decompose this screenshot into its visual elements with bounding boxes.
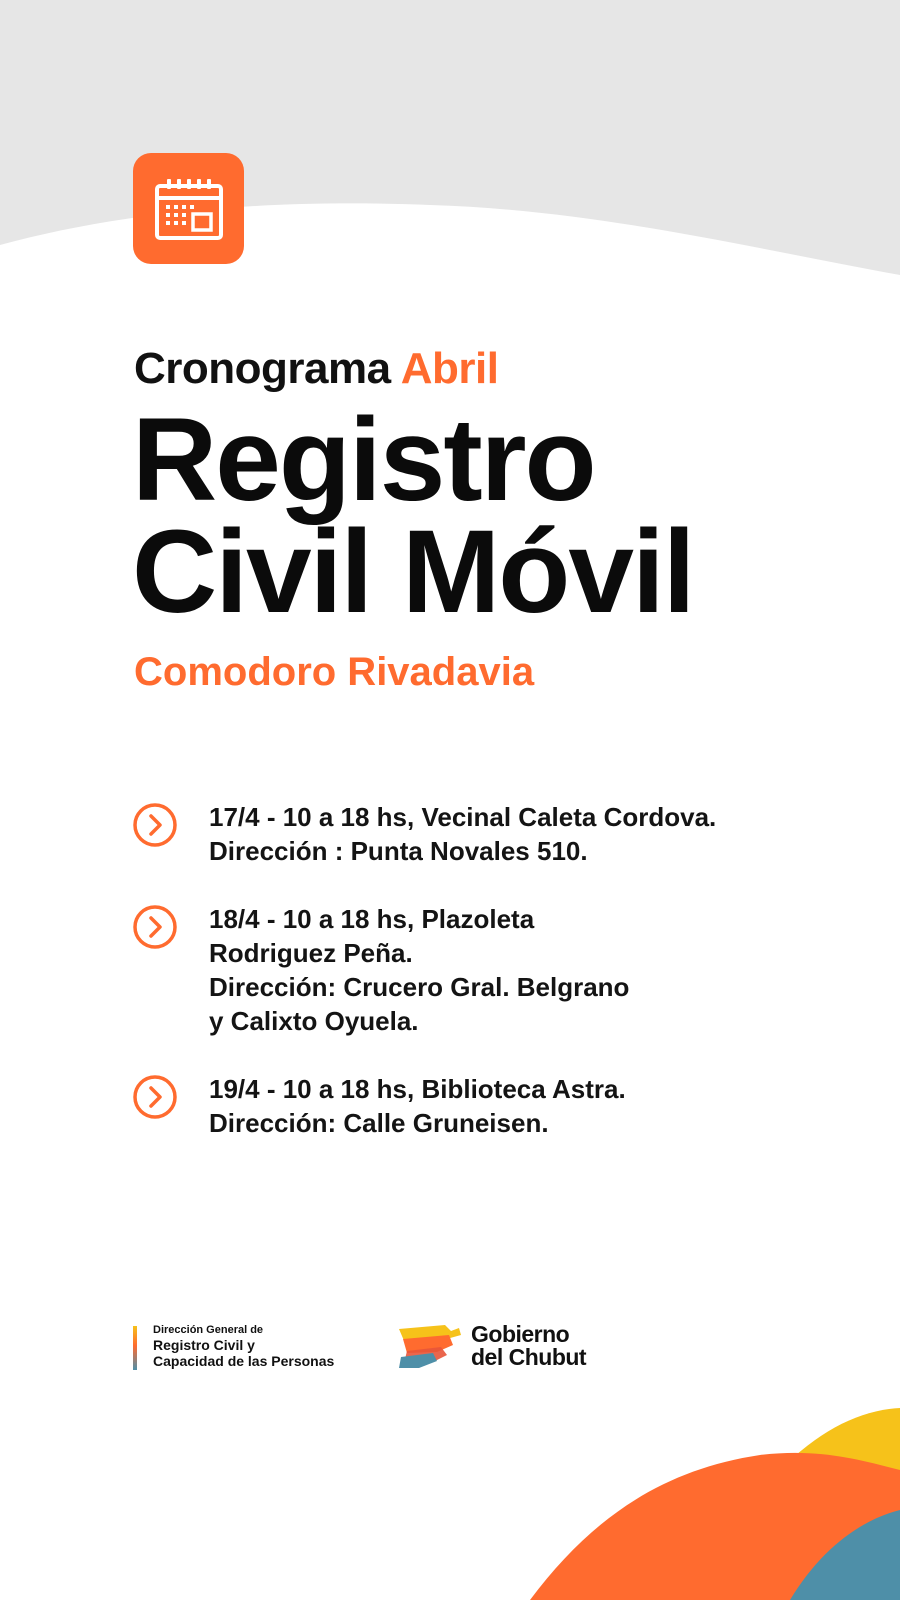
calendar-badge bbox=[133, 153, 244, 264]
registro-civil-text bbox=[153, 1324, 334, 1370]
schedule-kicker bbox=[134, 344, 498, 394]
corner-waves bbox=[0, 1400, 900, 1600]
schedule-line: 19/4 - 10 a 18 hs, Biblioteca Astra. bbox=[209, 1074, 626, 1104]
schedule-list bbox=[132, 800, 832, 1140]
registro-line-3: Capacidad de las Personas bbox=[153, 1353, 335, 1369]
schedule-item bbox=[132, 800, 832, 868]
calendar-icon bbox=[153, 176, 225, 242]
gobierno-line-2: del Chubut bbox=[471, 1344, 587, 1370]
title-line-2: Civil Móvil bbox=[132, 506, 694, 638]
schedule-line: Dirección : Punta Novales 510. bbox=[209, 836, 588, 866]
chevron-right-circle-icon bbox=[132, 802, 178, 848]
kicker-month: Abril bbox=[400, 344, 499, 393]
registro-line-1: Dirección General de bbox=[153, 1324, 264, 1336]
schedule-item bbox=[132, 1072, 832, 1140]
page-title bbox=[132, 394, 694, 638]
kicker-prefix: Cronograma bbox=[134, 344, 391, 393]
gobierno-chubut-text bbox=[471, 1323, 586, 1369]
schedule-item bbox=[132, 902, 832, 1038]
schedule-line: 17/4 - 10 a 18 hs, Vecinal Caleta Cordova. bbox=[209, 802, 717, 832]
schedule-line: Rodriguez Peña. bbox=[209, 938, 413, 968]
chevron-right-circle-icon bbox=[132, 904, 178, 950]
registro-civil-logo bbox=[133, 1324, 334, 1370]
chubut-map-icon bbox=[397, 1323, 463, 1369]
gobierno-line-1: Gobierno bbox=[471, 1321, 570, 1347]
city-subtitle: Comodoro Rivadavia bbox=[134, 650, 535, 694]
chevron-right-circle-icon bbox=[132, 1074, 178, 1120]
schedule-line: Dirección: Calle Gruneisen. bbox=[209, 1108, 549, 1138]
registro-line-2: Registro Civil y bbox=[153, 1337, 255, 1353]
schedule-line: 18/4 - 10 a 18 hs, Plazoleta bbox=[209, 904, 535, 934]
schedule-line: y Calixto Oyuela. bbox=[209, 1006, 419, 1036]
gobierno-chubut-logo bbox=[397, 1323, 586, 1369]
title-line-1: Registro bbox=[132, 394, 595, 526]
logo-color-bar bbox=[133, 1326, 137, 1370]
schedule-line: Dirección: Crucero Gral. Belgrano bbox=[209, 972, 630, 1002]
